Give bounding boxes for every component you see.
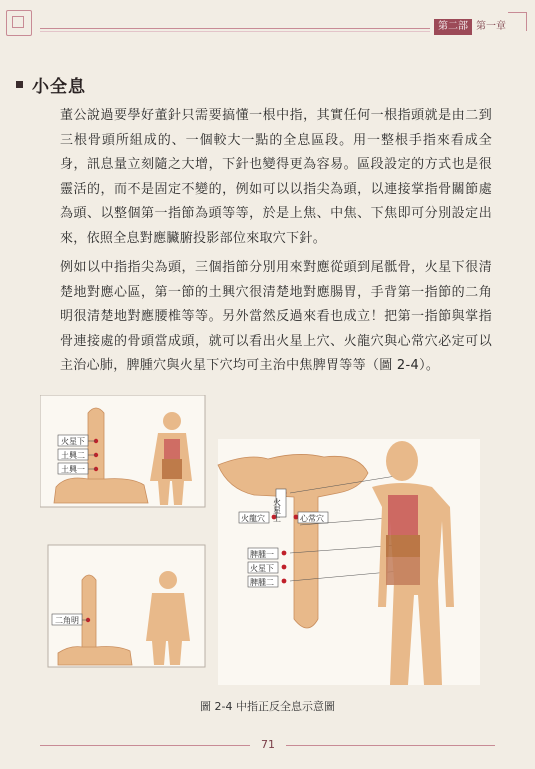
label-pizhong-er: 脾腫二 bbox=[250, 578, 274, 587]
header-rule-secondary bbox=[40, 31, 430, 32]
panel-right-large bbox=[218, 439, 480, 685]
label-tuxing-er: 土興二 bbox=[61, 451, 85, 460]
chapter-label: 第一章 bbox=[476, 21, 506, 32]
label-tuxing-yi: 土興一 bbox=[61, 465, 85, 474]
figure-caption: 圖 2-4 中指正反全息示意圖 bbox=[200, 700, 335, 713]
panel-back-finger bbox=[48, 545, 205, 667]
section-title: 小全息 bbox=[32, 77, 86, 97]
label-erjiaoming: 二角明 bbox=[55, 616, 79, 625]
label-huolong: 火龍穴 bbox=[241, 514, 265, 523]
page-number: 71 bbox=[250, 738, 286, 751]
paragraph-2: 例如以中指指尖為頭，三個指節分別用來對應從頭到尾骶骨，火星下很清楚地對應心區，第一節的土興穴很清楚地對應腸胃，手背第一指節的二角明很清楚地對應腰椎等等。另外當然反過來看也成立！把第一指節與掌指骨連接處的骨頭當成頭，就可以看出火星上穴、火龍穴與心常穴必定可以主治心肺，脾腫穴與火星下穴均可主治中焦脾胃等等（圖 2-4）。 bbox=[60, 260, 492, 373]
panel-front-finger bbox=[40, 395, 205, 507]
header-rule bbox=[40, 28, 430, 29]
acupoint-figure bbox=[40, 395, 480, 685]
label-huoxing-xia: 火星下 bbox=[61, 437, 85, 446]
section-heading bbox=[16, 72, 86, 97]
label-pizhong-yi: 脾腫一 bbox=[250, 550, 274, 559]
corner-ornament-right bbox=[508, 12, 527, 31]
part-badge: 第二部 bbox=[434, 19, 472, 35]
label-huoxing-shang: 火星上 bbox=[272, 498, 282, 522]
heading-bullet-icon bbox=[16, 81, 23, 88]
corner-ornament-left bbox=[6, 10, 32, 36]
label-huoxing-xia-right: 火星下 bbox=[250, 564, 274, 573]
label-xinchang: 心常穴 bbox=[300, 514, 324, 523]
paragraph-1: 董公說過要學好董針只需要搞懂一根中指，其實任何一根指頭就是由二到三根骨頭所組成的、一個較大一點的全息區段。用一整根手指來看成全身，訊息量立刻隨之大增，下針也變得更為容易。區段設定的方式也是很靈活的，而不是固定不變的，例如可以以指尖為頭，以連接掌指骨關節處為頭、以整個第一指節為頭等等，於是上焦、中焦、下焦即可分別設定出來，依照全息對應臟腑投影部位來取穴下針。 bbox=[60, 108, 492, 246]
